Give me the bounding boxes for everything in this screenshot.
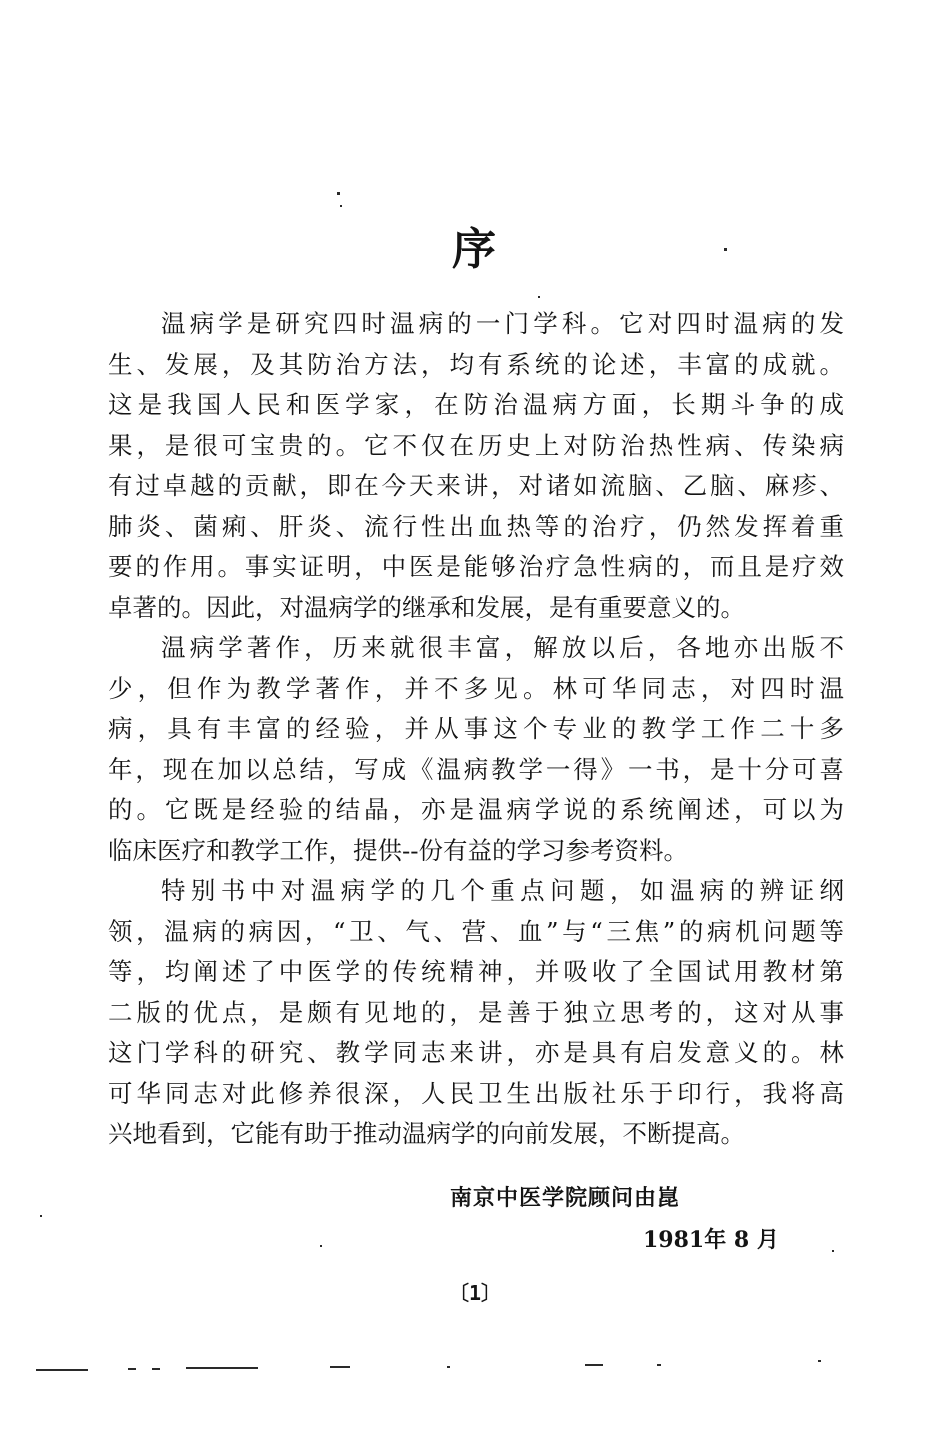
scan-speck <box>657 1364 661 1366</box>
text-line: 可华同志对此修养很深，人民卫生出版社乐于印行，我将高 <box>108 1078 844 1108</box>
paragraph-first-line: 特别书中对温病学的几个重点问题，如温病的辨证纲 <box>161 876 844 905</box>
text-line: 这是我国人民和医学家，在防治温病方面，长期斗争的成 <box>108 390 844 419</box>
scan-speck <box>447 1366 450 1368</box>
text-line: 年，现在加以总结，写成《温病教学一得》一书，是十分可喜 <box>108 754 844 784</box>
scan-speck <box>337 192 340 195</box>
scan-speck <box>832 1250 834 1252</box>
scan-speck <box>818 1360 821 1362</box>
scan-speck <box>40 1215 42 1217</box>
paragraph-first-line: 温病学著作，历来就很丰富，解放以后，各地亦出版不 <box>161 633 844 662</box>
text-line: 这门学科的研究、教学同志来讲，亦是具有启发意义的。林 <box>108 1038 844 1067</box>
text-line: 果，是很可宝贵的。它不仅在历史上对防治热性病、传染病 <box>108 430 844 460</box>
signature: 南京中医学院顾问由崑 <box>450 1185 681 1211</box>
text-line: 二版的优点，是颇有见地的，是善于独立思考的，这对从事 <box>108 997 844 1027</box>
preface-body <box>108 304 844 1155</box>
scan-speck <box>186 1367 258 1369</box>
text-line: 有过卓越的贡献，即在今天来讲，对诸如流脑、乙脑、麻疹、 <box>108 471 844 500</box>
paragraph-first-line: 温病学是研究四时温病的一门学科。它对四时温病的发 <box>161 309 844 338</box>
scan-speck <box>320 1245 322 1247</box>
text-line: 病，具有丰富的经验，并从事这个专业的教学工作二十多 <box>108 714 844 743</box>
text-line: 肺炎、菌痢、肝炎、流行性出血热等的治疗，仍然发挥着重 <box>108 511 844 541</box>
text-line: 卓著的。因此，对温病学的继承和发展，是有重要意义的。 <box>108 592 745 622</box>
text-line: 要的作用。事实证明，中医是能够治疗急性病的，而且是疗效 <box>108 552 844 581</box>
text-line: 的。它既是经验的结晶，亦是温病学说的系统阐述，可以为 <box>108 795 844 824</box>
scan-speck <box>36 1369 88 1371</box>
scan-speck <box>330 1366 350 1368</box>
page-number: 〔1〕 <box>448 1281 502 1305</box>
scan-speck <box>152 1368 160 1370</box>
scan-speck <box>538 296 540 298</box>
text-line: 生、发展，及其防治方法，均有系统的论述，丰富的成就。 <box>108 349 844 379</box>
text-line: 领，温病的病因，“卫、气、营、血”与“三焦”的病机问题等 <box>108 916 844 946</box>
page-title: 序 <box>452 224 498 275</box>
scan-speck <box>724 248 727 251</box>
text-line: 临床医疗和教学工作，提供--份有益的学习参考资料。 <box>108 835 689 865</box>
date: 1981年 8 月 <box>643 1227 779 1253</box>
text-line: 等，均阐述了中医学的传统精神，并吸收了全国试用教材第 <box>108 957 844 986</box>
scan-speck <box>340 205 342 207</box>
text-line: 少，但作为教学著作，并不多见。林可华同志，对四时温 <box>108 673 844 703</box>
scan-speck <box>128 1368 136 1370</box>
scan-speck <box>585 1364 603 1366</box>
text-line: 兴地看到，它能有助于推动温病学的向前发展，不断提高。 <box>108 1119 745 1148</box>
